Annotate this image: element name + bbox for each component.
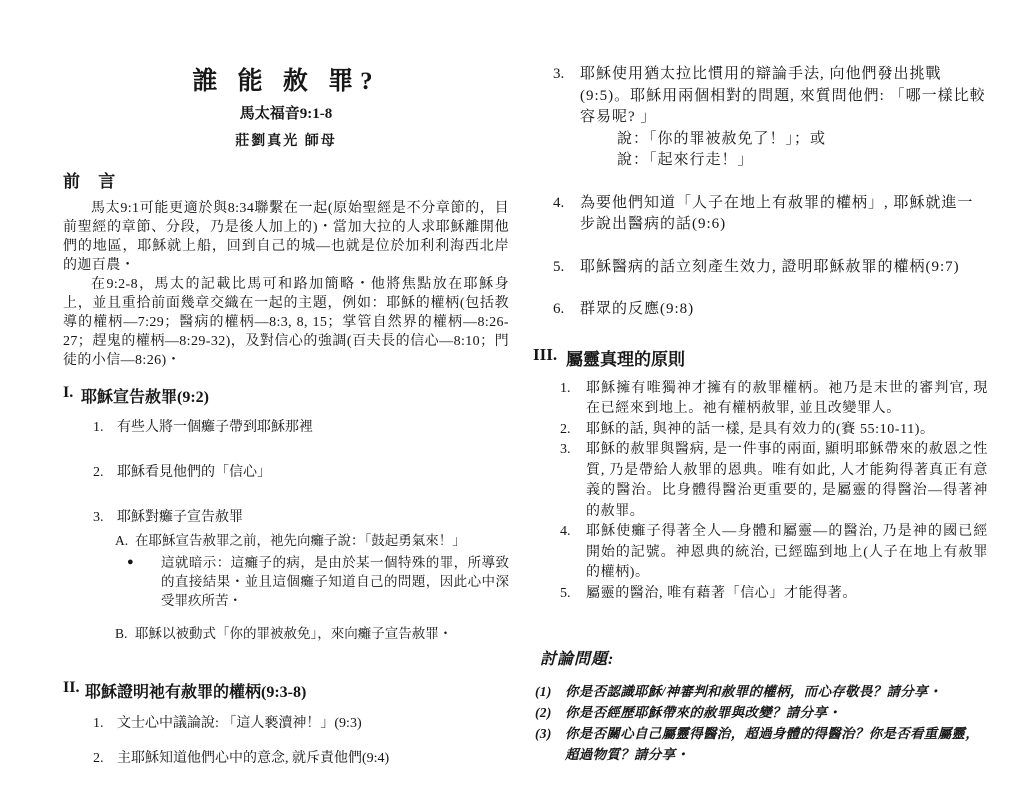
section-3-title: 屬靈真理的原則 xyxy=(566,349,685,369)
question-text: 你是否經歷耶穌帶來的赦罪與改變？請分享・ xyxy=(565,705,841,720)
principle-number: 1. xyxy=(560,380,571,396)
outline-item xyxy=(93,418,509,438)
outline-item-text: 耶穌使用猶太拉比慣用的辯論手法, 向他們發出挑戰(9:5)。耶穌用兩個相對的問題, 來質問他們: 「哪一樣比較容易呢? 」 xyxy=(580,66,986,125)
right-column xyxy=(533,64,988,765)
principle-text: 屬靈的醫治, 唯有藉著「信心」才能得著。 xyxy=(586,585,857,601)
outline-item xyxy=(93,749,509,769)
section-1-number: I. xyxy=(63,383,74,401)
bullet-dot-icon: ● xyxy=(127,555,134,568)
outline-item-number: 3. xyxy=(93,509,104,525)
question-text: 你是否認識耶穌/神審判和赦罪的權柄，而心存敬畏？請分享・ xyxy=(565,684,942,699)
outline-item-text: 文士心中議論說: 「這人褻瀆神！」(9:3) xyxy=(117,715,362,731)
bullet-note xyxy=(127,553,509,610)
outline-item-number: 3. xyxy=(553,66,565,82)
question-number: (1) xyxy=(535,684,552,699)
section-2-heading xyxy=(63,679,509,702)
outline-item xyxy=(553,299,988,321)
outline-item xyxy=(553,64,988,172)
principle-number: 3. xyxy=(560,442,571,457)
outline-item xyxy=(93,714,509,734)
principle-number: 5. xyxy=(560,585,571,601)
outline-item-text: 主耶穌知道他們心中的意念, 就斥責他們(9:4) xyxy=(117,750,390,766)
principle-number: 4. xyxy=(560,524,571,539)
discussion-question xyxy=(535,681,988,702)
section-3-heading xyxy=(533,345,988,370)
sub-item-number: A. xyxy=(115,532,129,548)
question-number: (3) xyxy=(535,726,552,741)
outline-item-number: 1. xyxy=(93,715,104,731)
outline-item-text: 為要他們知道「人子在地上有赦罪的權柄」, 耶穌就進一步說出醫病的話(9:6) xyxy=(580,194,974,232)
preface-paragraph-1: 馬太9:1可能更適於與8:34聯繫在一起(原始聖經是不分章節的，目前聖經的章節、分段，乃是後人加上的)・當加大拉的人求耶穌離開他們的地區，耶穌就上船，回到自己的城—也就是位於加利利海西北岸的迦百農・ xyxy=(63,200,509,273)
outline-item-number: 2. xyxy=(93,750,104,766)
quote-line: 說：「起來行走！」 xyxy=(617,152,754,168)
sub-item-b xyxy=(115,624,509,643)
outline-item-text: 群眾的反應(9:8) xyxy=(580,301,695,317)
outline-item-text: 有些人將一個癱子帶到耶穌那裡 xyxy=(117,419,313,435)
section-1-heading xyxy=(63,384,509,407)
outline-item-text: 耶穌對癱子宣告赦罪 xyxy=(117,509,243,525)
sub-item-number: B. xyxy=(115,625,128,641)
preface-heading: 前 言 xyxy=(63,171,123,191)
principle-item xyxy=(560,522,988,584)
preface-paragraph-2: 在9:2-8，馬太的記載比馬可和路加簡略・他將焦點放在耶穌身上，並且重拾前面幾章交織在一起的主題，例如：耶穌的權柄(包括教導的權柄—7:29；醫病的權柄—8:3, 8, 15；掌管自然界的權柄—8:26-27；趕鬼的權柄—8:29-32)，及對信心的強調(百夫長的信心—8:10；門徒的小信—8:26)・ xyxy=(63,276,509,368)
principle-text: 耶穌的赦罪與醫病, 是一件事的兩面, 顯明耶穌帶來的赦恩之性質, 乃是帶給人赦罪的恩典。唯有如此, 人才能夠得著真正有意義的醫治。比身體得醫治更重要的, 是屬靈的得醫治—得著神的赦罪。 xyxy=(586,442,988,519)
discussion-heading: 討論問題: xyxy=(540,651,615,668)
question-text: 你是否關心自己屬靈得醫治，超過身體的得醫治？你是否看重屬靈，超過物質？請分享・ xyxy=(565,726,979,762)
outline-item-number: 6. xyxy=(553,301,565,317)
sub-item-a xyxy=(115,531,509,550)
outline-item xyxy=(93,463,509,483)
discussion-question xyxy=(535,723,988,765)
sub-item-text: 在耶穌宣告赦罪之前，祂先向癱子說：「鼓起勇氣來！」 xyxy=(135,532,466,548)
principle-text: 耶穌使癱子得著全人—身體和屬靈—的醫治, 乃是神的國已經開始的記號。神恩典的統治, 已經臨到地上(人子在地上有赦罪的權柄)。 xyxy=(586,524,988,580)
principle-text: 耶穌的話, 與神的話一樣, 是具有效力的(賽 55:10-11)。 xyxy=(586,421,935,437)
section-2-title: 耶穌證明祂有赦罪的權柄(9:3-8) xyxy=(85,683,307,701)
principle-item xyxy=(560,440,988,522)
outline-item-text: 耶穌看見他們的「信心」 xyxy=(117,464,271,480)
outline-item-number: 2. xyxy=(93,464,104,480)
section-3-number: III. xyxy=(533,344,558,364)
principle-item xyxy=(560,584,988,605)
sub-item-text: 耶穌以被動式「你的罪被赦免」，來向癱子宣告赦罪・ xyxy=(135,625,453,641)
outline-item-number: 4. xyxy=(553,194,565,211)
left-column xyxy=(63,68,509,769)
quote-line: 說：「你的罪被赦免了！」；或 xyxy=(617,130,827,147)
section-1-title: 耶穌宣告赦罪(9:2) xyxy=(81,388,209,406)
outline-item xyxy=(553,257,988,279)
outline-item-number: 5. xyxy=(553,258,565,275)
page-title: 誰 能 赦 罪? xyxy=(192,68,380,95)
outline-item-body xyxy=(580,64,988,172)
principle-item xyxy=(560,379,988,420)
question-number: (2) xyxy=(535,705,552,720)
principle-item xyxy=(560,420,988,441)
section-2-number: II. xyxy=(63,678,80,696)
author-byline: 莊劉真光 師母 xyxy=(235,133,337,149)
outline-item xyxy=(553,193,988,236)
principle-text: 耶穌擁有唯獨神才擁有的赦罪權柄。祂乃是末世的審判官, 現在已經來到地上。祂有權柄赦罪, 並且改變罪人。 xyxy=(586,380,988,416)
bullet-note-text: 這就暗示：這癱子的病，是由於某一個特殊的罪，所導致的直接結果・並且這個癱子知道自己的問題，因此心中深受罪疚所苦・ xyxy=(161,554,509,608)
outline-item xyxy=(93,508,509,528)
outline-item-text: 耶穌醫病的話立刻產生效力, 證明耶穌赦罪的權柄(9:7) xyxy=(580,258,960,275)
discussion-question xyxy=(535,702,988,723)
principle-number: 2. xyxy=(560,421,571,437)
outline-item-number: 1. xyxy=(93,419,104,435)
scripture-reference: 馬太福音9:1-8 xyxy=(239,105,333,122)
